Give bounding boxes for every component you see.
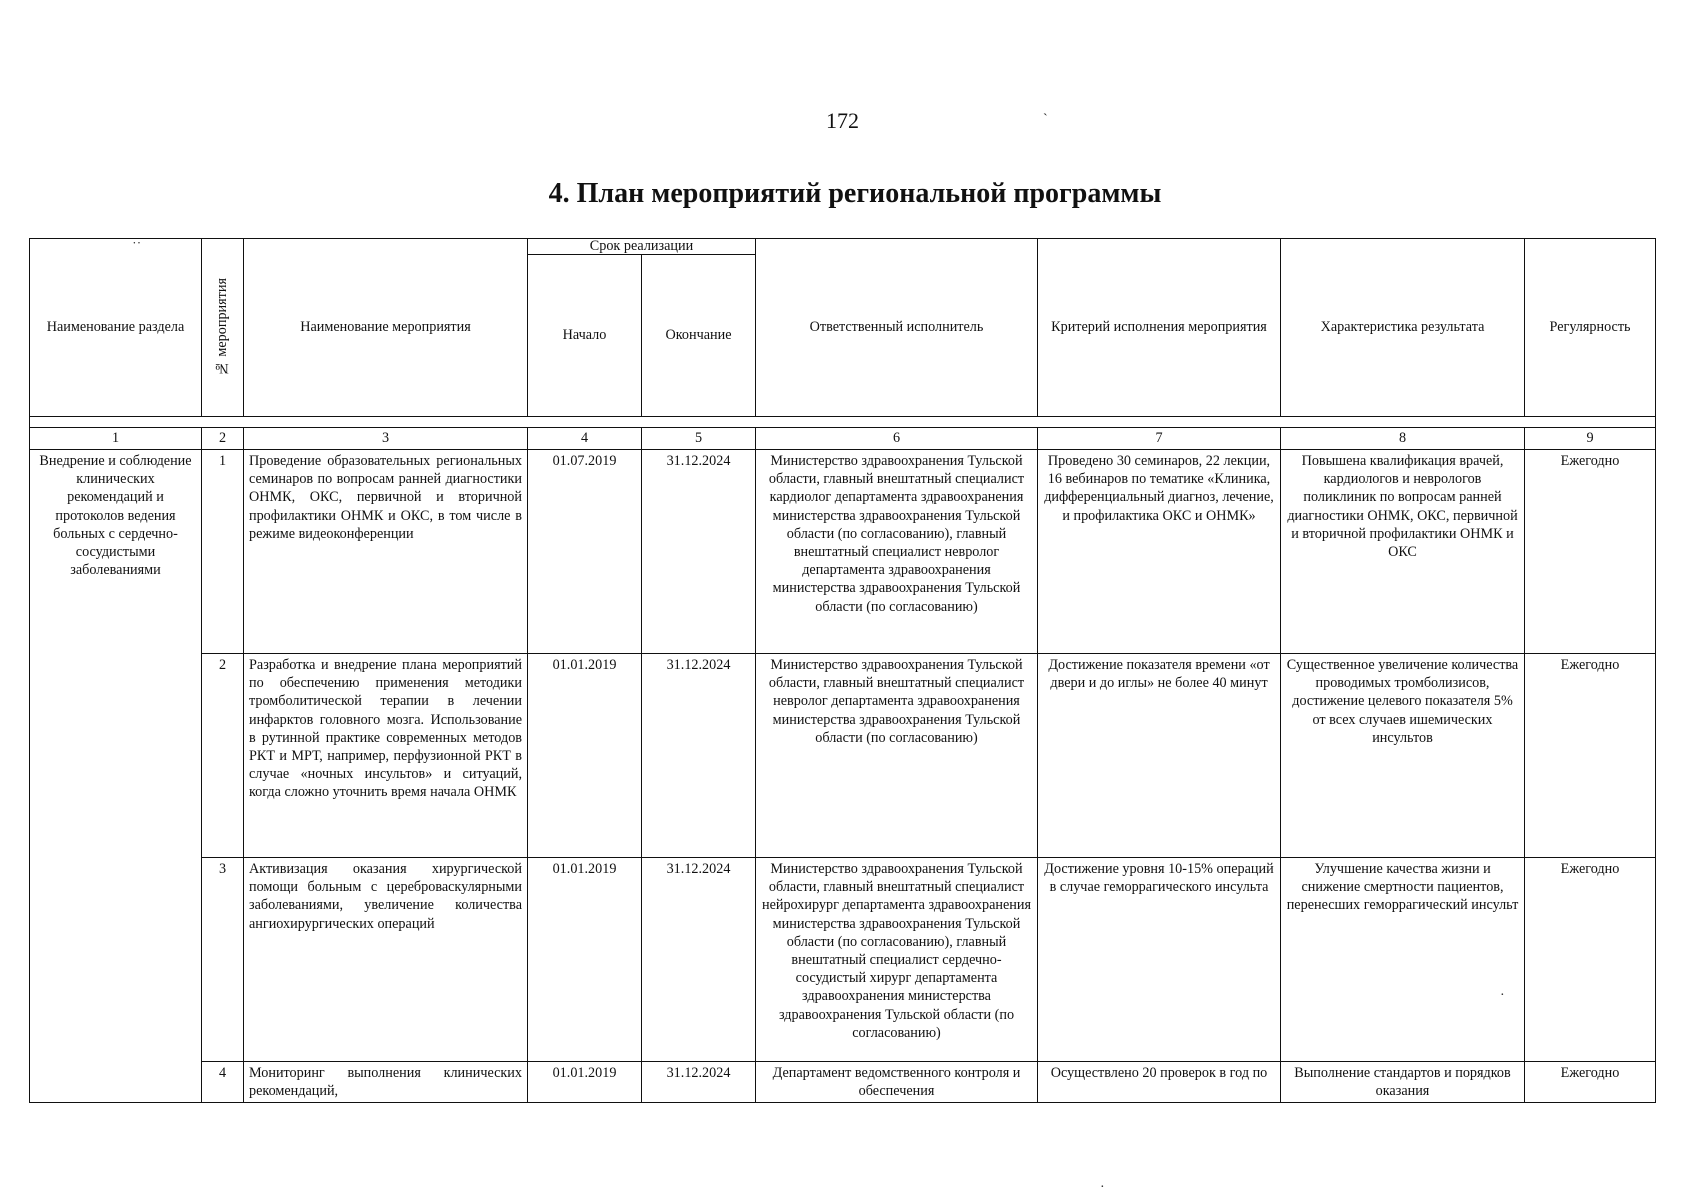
regularity: Ежегодно	[1525, 450, 1656, 654]
column-number: 8	[1281, 428, 1525, 450]
result: Повышена квалификация врачей, кардиологов и неврологов поликлиник по вопросам ранней диагностики ОНМК, ОКС, первичной и вторичной профилактики ОНМК и ОКС	[1281, 450, 1525, 654]
event-number: 1	[202, 450, 244, 654]
executor: Министерство здравоохранения Тульской области, главный внештатный специалист кардиолог департамента здравоохранения министерства здравоохранения Тульской области (по согласованию), главный внештатный специалист невролог департамента здравоохранения министерства здравоохранения Тульской области (по согласованию)	[756, 450, 1038, 654]
event-name: Активизация оказания хирургической помощи больным с цереброваскулярными заболеваниями, увеличение количества ангиохирургических операций	[244, 858, 528, 1062]
header-event-name: Наименование мероприятия	[244, 239, 528, 417]
end-date: 31.12.2024	[642, 858, 756, 1062]
table-row	[30, 1062, 1656, 1103]
event-name: Разработка и внедрение плана мероприятий по обеспечению применения методики тромболитической терапии в лечении инфарктов головного мозга. Использование в рутинной практике современных методов РКТ и МРТ, например, перфузионной РКТ в случае «ночных инсультов» и ситуаций, когда сложно уточнить время начала ОНМК	[244, 654, 528, 858]
scan-speck: ˙˙	[132, 240, 142, 255]
end-date: 31.12.2024	[642, 450, 756, 654]
table-row	[30, 858, 1656, 1062]
event-number: 2	[202, 654, 244, 858]
executor: Департамент ведомственного контроля и обеспечения	[756, 1062, 1038, 1103]
result: Существенное увеличение количества проводимых тромболизисов, достижение целевого показателя 5% от всех случаев ишемических инсультов	[1281, 654, 1525, 858]
start-date: 01.01.2019	[528, 1062, 642, 1103]
header-result: Характеристика результата	[1281, 239, 1525, 417]
event-number: 3	[202, 858, 244, 1062]
header-criterion: Критерий исполнения мероприятия	[1038, 239, 1281, 417]
result: Улучшение качества жизни и снижение смертности пациентов, перенесших геморрагический инсульт	[1281, 858, 1525, 1062]
event-name: Проведение образовательных региональных семинаров по вопросам ранней диагностики ОНМК, ОКС, первичной и вторичной профилактики ОНМК и ОКС, в том числе в режиме видеоконференции	[244, 450, 528, 654]
section-name-cell: Внедрение и соблюдение клинических рекомендаций и протоколов ведения больных с сердечно-сосудистыми заболеваниями	[30, 450, 202, 1103]
executor: Министерство здравоохранения Тульской области, главный внештатный специалист нейрохирург департамента здравоохранения министерства здравоохранения Тульской области (по согласованию), главный внештатный специалист сердечно-сосудистый хирург департамента здравоохранения министерства здравоохранения Тульской области (по согласованию)	[756, 858, 1038, 1062]
header-section-name: Наименование раздела	[30, 239, 202, 417]
header-start: Начало	[528, 255, 642, 417]
table-row	[30, 450, 1656, 654]
start-date: 01.01.2019	[528, 654, 642, 858]
column-number: 2	[202, 428, 244, 450]
regularity: Ежегодно	[1525, 858, 1656, 1062]
header-end: Окончание	[642, 255, 756, 417]
column-number: 1	[30, 428, 202, 450]
criterion: Осуществлено 20 проверок в год по	[1038, 1062, 1281, 1103]
column-number: 9	[1525, 428, 1656, 450]
page-number: 172	[826, 108, 859, 133]
scan-speck: ˋ	[1043, 112, 1048, 127]
criterion: Проведено 30 семинаров, 22 лекции, 16 вебинаров по тематике «Клиника, дифференциальный диагноз, лечение, и профилактика ОКС и ОНМК»	[1038, 450, 1281, 654]
header-regularity: Регулярность	[1525, 239, 1656, 417]
header-period-group: Срок реализации	[528, 239, 756, 255]
column-number: 6	[756, 428, 1038, 450]
plan-table	[29, 238, 1656, 1103]
start-date: 01.07.2019	[528, 450, 642, 654]
end-date: 31.12.2024	[642, 1062, 756, 1103]
executor: Министерство здравоохранения Тульской области, главный внештатный специалист невролог департамента здравоохранения министерства здравоохранения Тульской области (по согласованию)	[756, 654, 1038, 858]
header-event-number	[202, 239, 244, 417]
start-date: 01.01.2019	[528, 858, 642, 1062]
column-numbers-row	[30, 428, 1656, 450]
event-name: Мониторинг выполнения клинических рекомендаций,	[244, 1062, 528, 1103]
header-separator	[30, 417, 1656, 428]
page-title: 4. План мероприятий региональной программы	[548, 178, 1162, 209]
scan-speck: ·	[1500, 988, 1505, 1003]
result: Выполнение стандартов и порядков оказания	[1281, 1062, 1525, 1103]
column-number: 4	[528, 428, 642, 450]
column-number: 3	[244, 428, 528, 450]
event-number: 4	[202, 1062, 244, 1103]
header-executor: Ответственный исполнитель	[756, 239, 1038, 417]
scan-speck: ·	[1100, 1180, 1105, 1195]
column-number: 5	[642, 428, 756, 450]
end-date: 31.12.2024	[642, 654, 756, 858]
regularity: Ежегодно	[1525, 1062, 1656, 1103]
table-row	[30, 654, 1656, 858]
header-event-number-text: № мероприятия	[214, 278, 231, 377]
criterion: Достижение показателя времени «от двери и до иглы» не более 40 минут	[1038, 654, 1281, 858]
regularity: Ежегодно	[1525, 654, 1656, 858]
column-number: 7	[1038, 428, 1281, 450]
criterion: Достижение уровня 10-15% операций в случае геморрагического инсульта	[1038, 858, 1281, 1062]
